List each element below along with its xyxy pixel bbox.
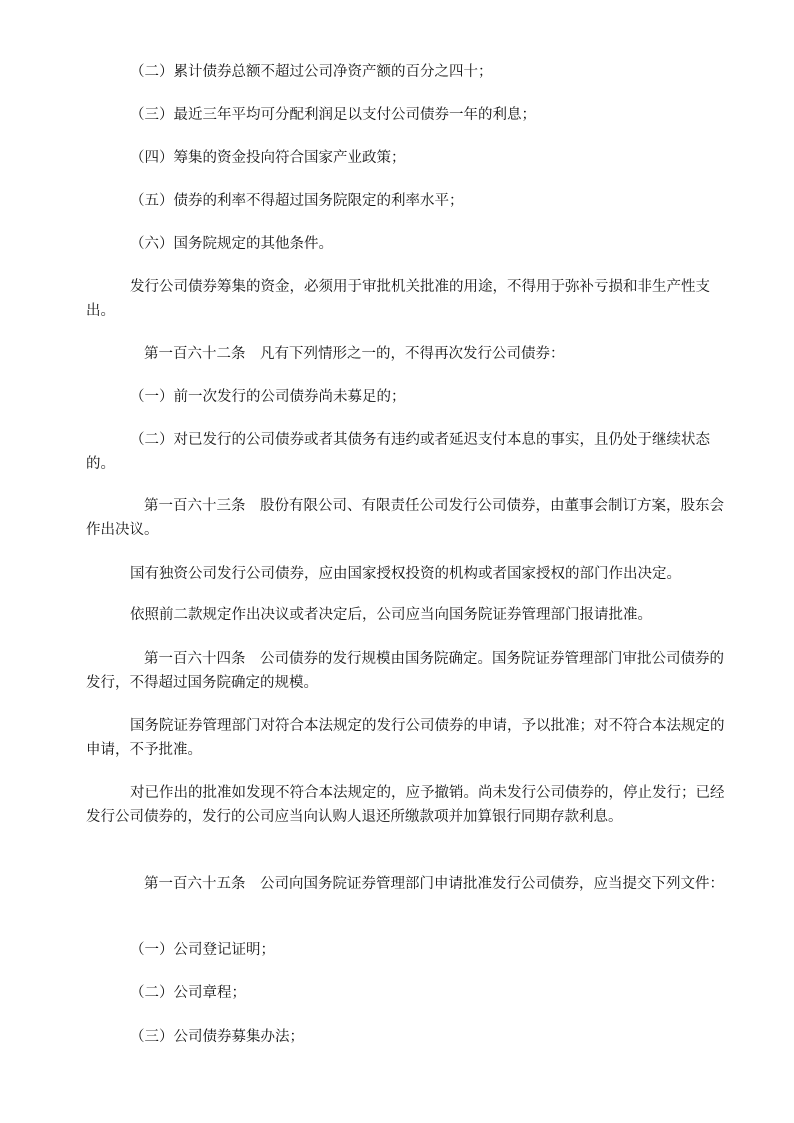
paragraph: 国务院证券管理部门对符合本法规定的发行公司债券的申请，予以批准；对不符合本法规定的申请，不予批准。 (86, 718, 725, 758)
article-paragraph: 第一百六十四条 公司债券的发行规模由国务院确定。国务院证券管理部门审批公司债券的发行，不得超过国务院确定的规模。 (86, 651, 724, 691)
paragraph: 对已作出的批准如发现不符合本法规定的，应予撤销。尚未发行公司债券的，停止发行；已经发行公司债券的，发行的公司应当向认购人退还所缴款项并加算银行同期存款利息。 (86, 785, 725, 825)
paragraph: 国有独资公司发行公司债券，应由国家授权投资的机构或者国家授权的部门作出决定。 (130, 566, 681, 582)
paragraph-item: （二）公司章程； (130, 985, 246, 1001)
paragraph: 发行公司债券筹集的资金，必须用于审批机关批准的用途，不得用于弥补亏损和非生产性支出。 (86, 279, 710, 319)
paragraph-item: （二）对已发行的公司债券或者其债务有违约或者延迟支付本息的事实，且仍处于继续状态的。 (86, 432, 710, 472)
article-paragraph: 第一百六十三条 股份有限公司、有限责任公司发行公司债券，由董事会制订方案，股东会作出决议。 (86, 498, 724, 538)
article-paragraph: 第一百六十二条 凡有下列情形之一的，不得再次发行公司债券： (144, 346, 565, 362)
paragraph-item: （六）国务院规定的其他条件。 (130, 236, 333, 252)
article-paragraph: 第一百六十五条 公司向国务院证券管理部门申请批准发行公司债券，应当提交下列文件： (144, 876, 724, 892)
paragraph-item: （一）公司登记证明； (130, 942, 275, 958)
paragraph-item: （三）最近三年平均可分配利润足以支付公司债券一年的利息； (130, 107, 536, 123)
paragraph-item: （四）筹集的资金投向符合国家产业政策； (130, 150, 406, 166)
paragraph-item: （五）债券的利率不得超过国务院限定的利率水平； (130, 193, 464, 209)
paragraph-item: （二）累计债券总额不超过公司净资产额的百分之四十； (130, 64, 493, 80)
paragraph-item: （三）公司债券募集办法； (130, 1029, 304, 1045)
paragraph-item: （一）前一次发行的公司债券尚未募足的； (130, 389, 406, 405)
paragraph: 依照前二款规定作出决议或者决定后，公司应当向国务院证券管理部门报请批准。 (130, 607, 652, 623)
